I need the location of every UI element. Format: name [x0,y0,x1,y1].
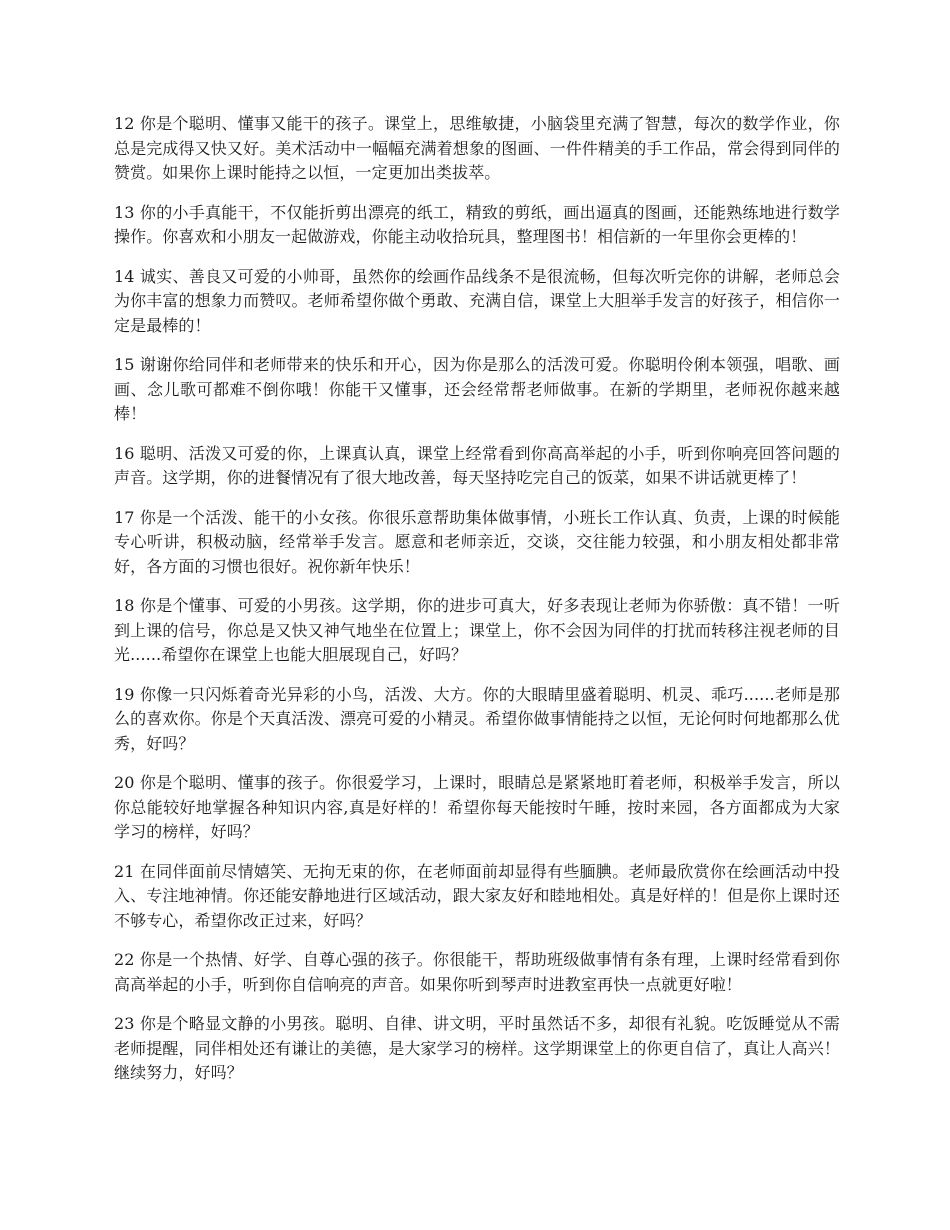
comment-paragraph-13: 13 你的小手真能干，不仅能折剪出漂亮的纸工，精致的剪纸，画出逼真的图画，还能熟练地进行数学操作。你喜欢和小朋友一起做游戏，你能主动收拾玩具，整理图书！相信新的一年里你会更棒的！ [114,202,840,246]
comment-paragraph-19: 19 你像一只闪烁着奇光异彩的小鸟，活泼、大方。你的大眼睛里盛着聪明、机灵、乖巧......老师是那么的喜欢你。你是个天真活泼、漂亮可爱的小精灵。希望你做事情能持之以恒，无论何时何地都那么优秀，好吗？ [114,684,840,753]
document-page [114,112,840,1101]
comment-paragraph-17: 17 你是一个活泼、能干的小女孩。你很乐意帮助集体做事情，小班长工作认真、负责，上课的时候能专心听讲，积极动脑，经常举手发言。愿意和老师亲近，交谈，交往能力较强，和小朋友相处都非常好，各方面的习惯也很好。祝你新年快乐！ [114,507,840,576]
comment-paragraph-18: 18 你是个懂事、可爱的小男孩。这学期，你的进步可真大，好多表现让老师为你骄傲：真不错！一听到上课的信号，你总是又快又神气地坐在位置上；课堂上，你不会因为同伴的打扰而转移注视老师的目光......希望你在课堂上也能大胆展现自己，好吗？ [114,596,840,664]
comment-paragraph-12: 12 你是个聪明、懂事又能干的孩子。课堂上，思维敏捷，小脑袋里充满了智慧，每次的数学作业，你总是完成得又快又好。美术活动中一幅幅充满着想象的图画、一件件精美的手工作品，常会得到同伴的赞赏。如果你上课时能持之以恒，一定更加出类拔萃。 [114,114,840,182]
comment-paragraph-22: 22 你是一个热情、好学、自尊心强的孩子。你很能干，帮助班级做事情有条有理，上课时经常看到你高高举起的小手，听到你自信响亮的声音。如果你听到琴声时进教室再快一点就更好啦！ [114,950,840,994]
comment-paragraph-14: 14 诚实、善良又可爱的小帅哥，虽然你的绘画作品线条不是很流畅，但每次听完你的讲解，老师总会为你丰富的想象力而赞叹。老师希望你做个勇敢、充满自信，课堂上大胆举手发言的好孩子，相信你一定是最棒的！ [114,266,840,335]
comment-paragraph-21: 21 在同伴面前尽情嬉笑、无拘无束的你，在老师面前却显得有些腼腆。老师最欣赏你在绘画活动中投入、专注地神情。你还能安静地进行区域活动，跟大家友好和睦地相处。真是好样的！但是你上课时还不够专心，希望你改正过来，好吗？ [114,861,840,930]
comment-paragraph-15: 15 谢谢你给同伴和老师带来的快乐和开心，因为你是那么的活泼可爱。你聪明伶俐本领强，唱歌、画画、念儿歌可都难不倒你哦！你能干又懂事，还会经常帮老师做事。在新的学期里，老师祝你越来越棒！ [114,355,840,423]
comment-paragraph-23: 23 你是个略显文静的小男孩。聪明、自律、讲文明，平时虽然话不多，却很有礼貌。吃饭睡觉从不需老师提醒，同伴相处还有谦让的美德，是大家学习的榜样。这学期课堂上的你更自信了，真让人高兴！继续努力，好吗？ [114,1014,840,1082]
comment-paragraph-16: 16 聪明、活泼又可爱的你，上课真认真，课堂上经常看到你高高举起的小手，听到你响亮回答问题的声音。这学期，你的进餐情况有了很大地改善，每天坚持吃完自己的饭菜，如果不讲话就更棒了！ [114,443,840,487]
comment-paragraph-20: 20 你是个聪明、懂事的孩子。你很爱学习，上课时，眼睛总是紧紧地盯着老师，积极举手发言，所以你总能较好地掌握各种知识内容,真是好样的！希望你每天能按时午睡，按时来园，各方面都成为大家学习的榜样，好吗？ [114,773,840,841]
